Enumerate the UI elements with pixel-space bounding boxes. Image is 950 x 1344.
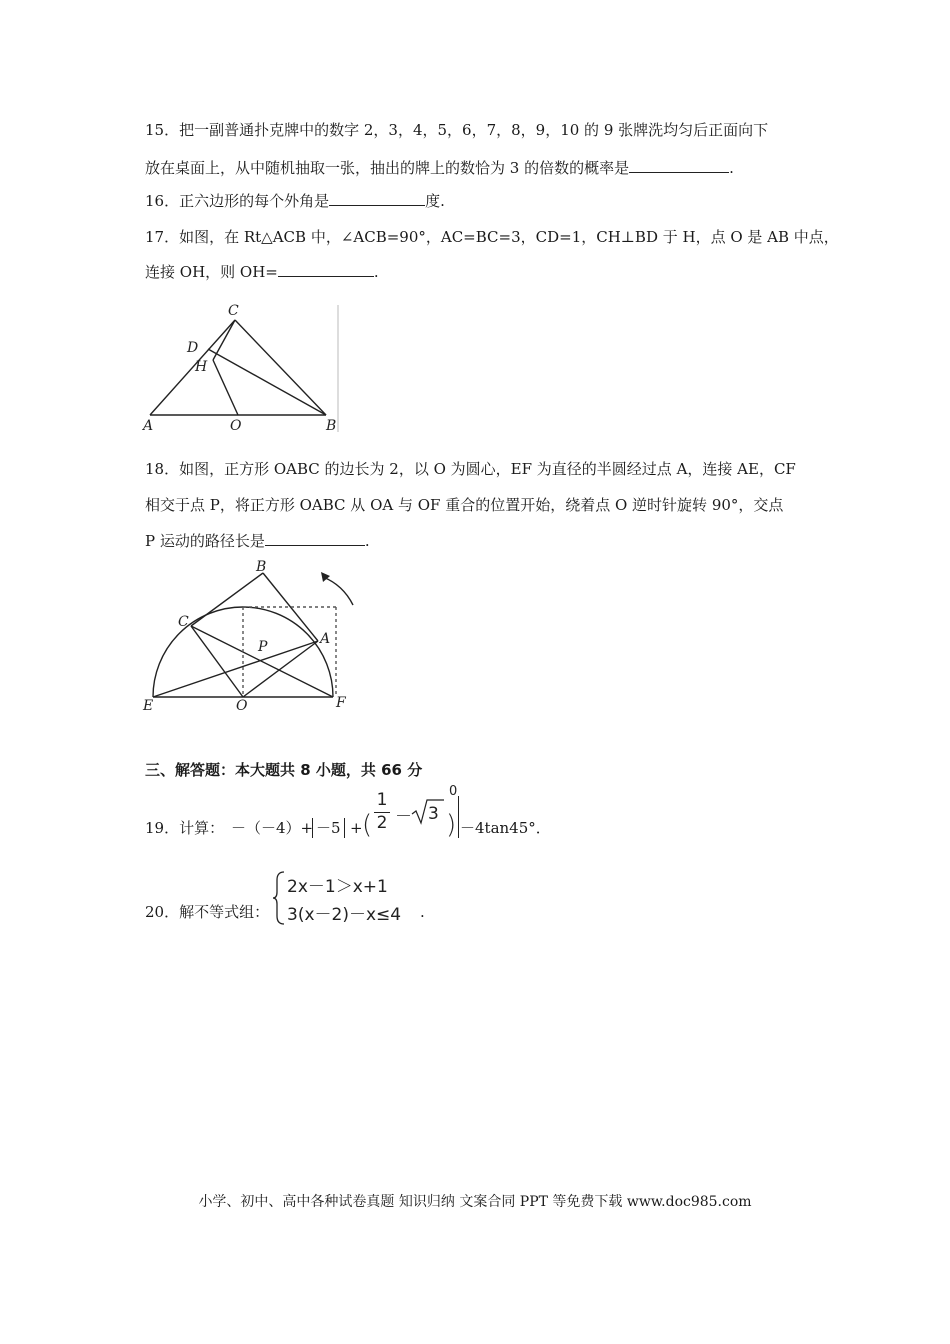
q19-abs: －5	[312, 818, 345, 838]
side-bc	[235, 320, 326, 415]
q15-answer-blank	[629, 158, 729, 173]
label-e: E	[143, 698, 154, 714]
segment-oh	[213, 360, 238, 415]
label-f: F	[336, 695, 346, 711]
side-ac	[150, 320, 235, 415]
q20-ineq2: 3(x－2)－x≤4	[287, 905, 402, 925]
q19-minus: －	[395, 807, 412, 827]
label-b: B	[256, 559, 267, 575]
segment-ae	[153, 641, 318, 697]
side-cb	[191, 573, 263, 626]
q19-bar	[458, 796, 459, 838]
q17-line1: 17．如图，在 Rt△ACB 中，∠ACB=90°，AC=BC=3，CD=1，CH⊥BD 于 H，点 O 是 AB 中点，	[145, 228, 839, 246]
q19-part1: －（－4）+	[231, 819, 314, 837]
q18-answer-blank	[265, 531, 365, 546]
q16-answer-blank	[329, 191, 425, 206]
q16-end: 度.	[425, 192, 445, 210]
q19-plus: +	[350, 819, 363, 837]
label-b: B	[326, 418, 337, 434]
q15-end: .	[729, 159, 734, 177]
q15-line1: 15．把一副普通扑克牌中的数字 2，3，4，5，6，7，8，9，10 的 9 张牌洗均匀后正面向下	[145, 121, 769, 139]
q17-line2	[145, 262, 379, 282]
q18-end: .	[364, 532, 370, 550]
section-title: 三、解答题：本大题共 8 小题，共 66 分	[145, 761, 423, 779]
side-ao	[243, 641, 318, 697]
q19-rparen: )	[446, 810, 457, 840]
label-p: P	[258, 639, 268, 655]
q15-line2-text: 放在桌面上，从中随机抽取一张，抽出的牌上的数恰为 3 的倍数的概率是	[145, 159, 630, 177]
label-c: C	[178, 614, 189, 630]
q19-frac-den: 2	[376, 813, 388, 833]
q18-line1: 18．如图，正方形 OABC 的边长为 2，以 O 为圆心，EF 为直径的半圆经过点 A，连接 AE，CF	[145, 460, 796, 478]
q16-text: 16．正六边形的每个外角是	[145, 192, 330, 210]
q15-line2	[145, 158, 734, 178]
segment-bd	[208, 349, 326, 415]
q19-frac-num: 1	[376, 790, 388, 810]
q17-end: .	[373, 263, 379, 281]
label-o: O	[230, 418, 242, 434]
label-d: D	[187, 340, 199, 356]
q19-exponent: 0	[449, 784, 458, 799]
q16-line	[145, 191, 445, 211]
q17-answer-blank	[278, 262, 374, 277]
q19-lparen: (	[362, 810, 373, 840]
label-a: A	[143, 418, 154, 434]
q19-prefix: 19．计算：	[145, 819, 225, 837]
page-footer: 小学、初中、高中各种试卷真题 知识归纳 文案合同 PPT 等免费下载 www.doc985.com	[198, 1194, 752, 1210]
q20-end: .	[420, 903, 425, 921]
label-a: A	[320, 631, 331, 647]
label-h: H	[195, 359, 208, 375]
label-o: O	[236, 698, 248, 714]
side-oc	[191, 626, 243, 697]
q20-ineq1: 2x－1＞x+1	[287, 877, 388, 897]
q19-sqrt-arg: 3	[428, 804, 439, 824]
q18-line2: 相交于点 P，将正方形 OABC 从 OA 与 OF 重合的位置开始，绕着点 O 逆时针旋转 90°，交点	[145, 496, 784, 514]
q17-figure	[140, 300, 350, 440]
q19-suffix: －4tan45°．	[460, 819, 551, 837]
rotation-arrow	[323, 577, 353, 605]
q18-figure	[138, 555, 368, 720]
q18-line3-text: P 运动的路径长是	[145, 532, 265, 550]
segment-cf	[191, 626, 333, 697]
label-c: C	[228, 303, 239, 319]
q18-line3	[145, 531, 370, 551]
q20-brace	[272, 870, 286, 926]
q20-prefix: 20．解不等式组：	[145, 903, 270, 921]
q17-line2-text: 连接 OH，则 OH=	[145, 263, 278, 281]
